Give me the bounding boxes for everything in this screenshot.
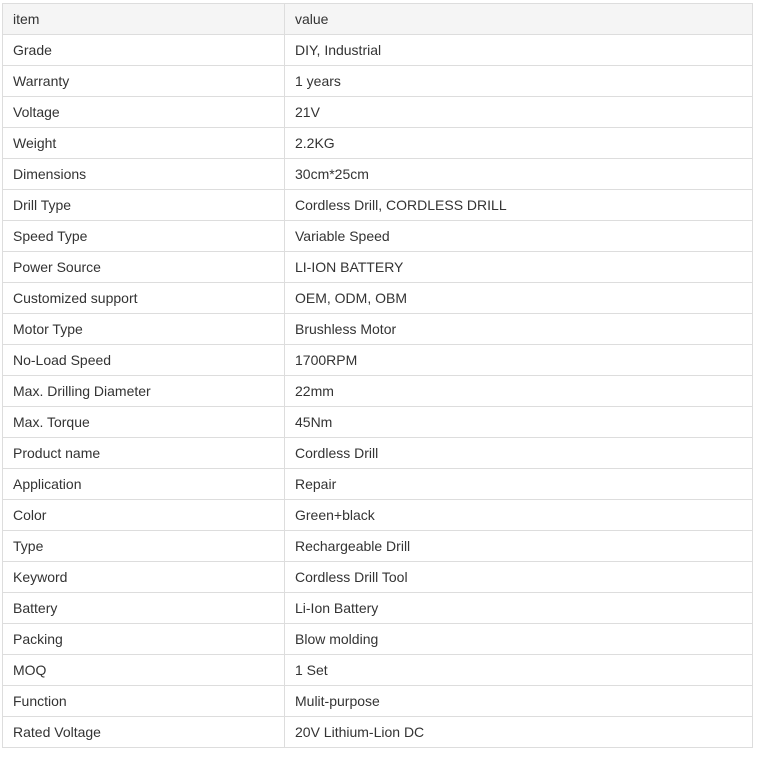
row-label-cell: Warranty — [3, 66, 285, 97]
table-row — [3, 500, 753, 531]
row-value-cell: Variable Speed — [285, 221, 753, 252]
row-value-cell: 2.2KG — [285, 128, 753, 159]
table-row — [3, 252, 753, 283]
table-row — [3, 97, 753, 128]
row-label-cell: Customized support — [3, 283, 285, 314]
row-value-cell: Repair — [285, 469, 753, 500]
row-label-cell: MOQ — [3, 655, 285, 686]
table-row — [3, 624, 753, 655]
row-label-cell: Weight — [3, 128, 285, 159]
row-value-cell: LI-ION BATTERY — [285, 252, 753, 283]
table-row — [3, 469, 753, 500]
row-value-cell: OEM, ODM, OBM — [285, 283, 753, 314]
table-row — [3, 376, 753, 407]
row-label-cell: Grade — [3, 35, 285, 66]
row-value-cell: Blow molding — [285, 624, 753, 655]
spec-table — [2, 3, 753, 748]
spec-table-body — [3, 4, 753, 748]
header-cell-item: item — [3, 4, 285, 35]
row-label-cell: Color — [3, 500, 285, 531]
row-value-cell: DIY, Industrial — [285, 35, 753, 66]
row-value-cell: 30cm*25cm — [285, 159, 753, 190]
row-value-cell: Green+black — [285, 500, 753, 531]
table-row — [3, 159, 753, 190]
row-value-cell: 22mm — [285, 376, 753, 407]
table-row — [3, 221, 753, 252]
table-row — [3, 345, 753, 376]
table-row — [3, 531, 753, 562]
row-value-cell: Mulit-purpose — [285, 686, 753, 717]
row-label-cell: Max. Drilling Diameter — [3, 376, 285, 407]
row-value-cell: 20V Lithium-Lion DC — [285, 717, 753, 748]
row-label-cell: Type — [3, 531, 285, 562]
row-label-cell: Max. Torque — [3, 407, 285, 438]
row-value-cell: Rechargeable Drill — [285, 531, 753, 562]
row-value-cell: Brushless Motor — [285, 314, 753, 345]
row-value-cell: 21V — [285, 97, 753, 128]
row-value-cell: Cordless Drill Tool — [285, 562, 753, 593]
table-row — [3, 593, 753, 624]
table-row — [3, 717, 753, 748]
table-row — [3, 407, 753, 438]
row-label-cell: Product name — [3, 438, 285, 469]
table-row — [3, 66, 753, 97]
row-label-cell: Power Source — [3, 252, 285, 283]
table-row — [3, 283, 753, 314]
row-label-cell: Speed Type — [3, 221, 285, 252]
table-row — [3, 562, 753, 593]
table-row — [3, 314, 753, 345]
row-label-cell: Drill Type — [3, 190, 285, 221]
table-row — [3, 128, 753, 159]
table-row — [3, 190, 753, 221]
row-label-cell: Dimensions — [3, 159, 285, 190]
row-label-cell: Function — [3, 686, 285, 717]
table-row — [3, 438, 753, 469]
table-row — [3, 35, 753, 66]
row-value-cell: 1 years — [285, 66, 753, 97]
row-label-cell: Application — [3, 469, 285, 500]
row-value-cell: 1700RPM — [285, 345, 753, 376]
row-value-cell: Cordless Drill — [285, 438, 753, 469]
row-value-cell: Cordless Drill, CORDLESS DRILL — [285, 190, 753, 221]
row-value-cell: Li-Ion Battery — [285, 593, 753, 624]
table-row — [3, 686, 753, 717]
row-label-cell: No-Load Speed — [3, 345, 285, 376]
row-label-cell: Voltage — [3, 97, 285, 128]
row-label-cell: Battery — [3, 593, 285, 624]
row-value-cell: 1 Set — [285, 655, 753, 686]
header-cell-value: value — [285, 4, 753, 35]
row-value-cell: 45Nm — [285, 407, 753, 438]
row-label-cell: Rated Voltage — [3, 717, 285, 748]
table-header-row — [3, 4, 753, 35]
row-label-cell: Keyword — [3, 562, 285, 593]
table-row — [3, 655, 753, 686]
row-label-cell: Motor Type — [3, 314, 285, 345]
row-label-cell: Packing — [3, 624, 285, 655]
